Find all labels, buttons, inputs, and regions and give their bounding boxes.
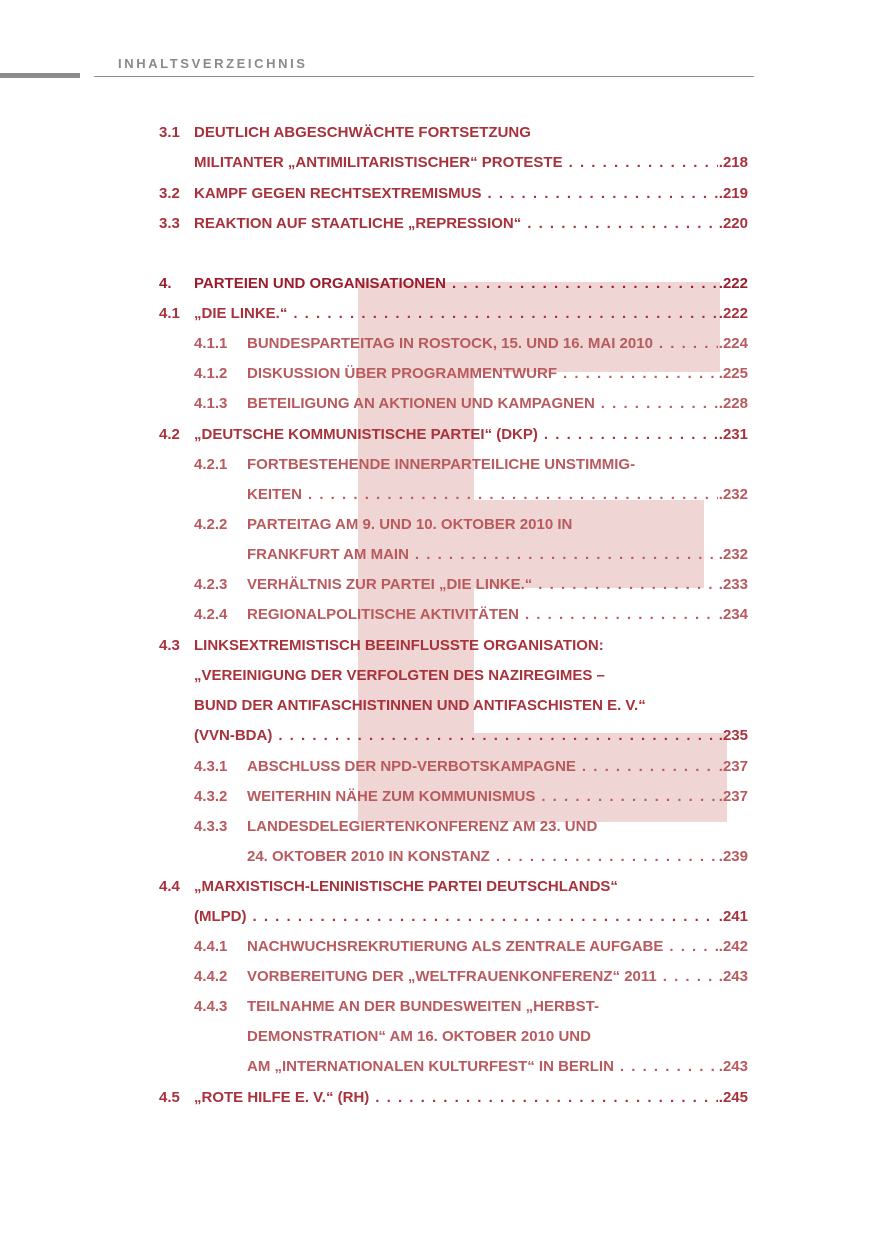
toc-title: „ROTE HILFE E. V.“ (RH) [194, 1089, 370, 1106]
toc-entry-4-3-1[interactable] [0, 757, 875, 777]
toc-title: MILITANTER „ANTIMILITARISTISCHER“ PROTESTE [194, 154, 563, 171]
toc-page-number: .239 [718, 848, 748, 865]
toc-entry-4-3[interactable] [0, 636, 875, 656]
toc-page-number: .242 [718, 938, 748, 955]
toc-entry-4-1-3[interactable] [0, 394, 875, 414]
toc-number: 4.4.3 [194, 998, 228, 1015]
toc-page-number: .219 [718, 185, 748, 202]
toc-title: PARTEITAG AM 9. UND 10. OKTOBER 2010 IN [247, 516, 573, 533]
leader-dots [527, 214, 718, 234]
toc-entry-4-3-3-cont[interactable] [0, 847, 875, 867]
toc-entry-4-2-1-cont[interactable] [0, 485, 875, 505]
leader-dots [525, 605, 718, 625]
toc-entry-4-3-3[interactable] [0, 817, 875, 837]
leader-dots [620, 1057, 718, 1077]
toc-entry-4-1-1[interactable] [0, 334, 875, 354]
toc-entry-4-2-2-cont[interactable] [0, 545, 875, 565]
toc-page-number: .232 [718, 546, 748, 563]
toc-number: 4.1.2 [194, 365, 228, 382]
toc-number: 4.3.1 [194, 758, 228, 775]
toc-number: 3.3 [159, 215, 180, 232]
leader-dots [582, 757, 718, 777]
leader-dots [538, 575, 718, 595]
toc-number: 4.3.2 [194, 788, 228, 805]
toc-number: 4.4 [159, 878, 180, 895]
toc-number: 4.4.1 [194, 938, 228, 955]
toc-title: DEMONSTRATION“ AM 16. OKTOBER 2010 UND [247, 1028, 591, 1045]
toc-number: 3.2 [159, 185, 180, 202]
toc-page-number: .222 [718, 305, 748, 322]
toc-title: FORTBESTEHENDE INNERPARTEILICHE UNSTIMMIG- [247, 456, 636, 473]
toc-entry-4-3-cont-2[interactable] [0, 696, 875, 716]
toc-title: BUNDESPARTEITAG IN ROSTOCK, 15. UND 16. MAI 2010 [247, 335, 653, 352]
toc-number: 4. [159, 275, 172, 292]
toc-page-number: .235 [718, 727, 748, 744]
toc-page-number: .237 [718, 788, 748, 805]
toc-title: „DIE LINKE.“ [194, 305, 288, 322]
toc-title: AM „INTERNATIONALEN KULTURFEST“ IN BERLIN [247, 1058, 614, 1075]
toc-entry-4-4-3-cont-2[interactable] [0, 1057, 875, 1077]
leader-dots [415, 545, 718, 565]
toc-page-number: .243 [718, 1058, 748, 1075]
toc-number: 4.5 [159, 1089, 180, 1106]
toc-title: REGIONALPOLITISCHE AKTIVITÄTEN [247, 606, 519, 623]
toc-page-number: .237 [718, 758, 748, 775]
toc-number: 4.1.3 [194, 395, 228, 412]
toc-entry-4-4-3[interactable] [0, 997, 875, 1017]
toc-number: 4.1 [159, 305, 180, 322]
toc-entry-3-2[interactable] [0, 184, 875, 204]
toc-title: DEUTLICH ABGESCHWÄCHTE FORTSETZUNG [194, 124, 531, 141]
toc-title: REAKTION AUF STAATLICHE „REPRESSION“ [194, 215, 522, 232]
toc-entry-4-1[interactable] [0, 304, 875, 324]
toc-title: BUND DER ANTIFASCHISTINNEN UND ANTIFASCHISTEN E. V.“ [194, 697, 646, 714]
toc-entry-4-2-2[interactable] [0, 515, 875, 535]
toc-title: NACHWUCHSREKRUTIERUNG ALS ZENTRALE AUFGABE [247, 938, 664, 955]
leader-dots [488, 184, 718, 204]
toc-title: WEITERHIN NÄHE ZUM KOMMUNISMUS [247, 788, 536, 805]
leader-dots [278, 726, 717, 746]
toc-page-number: .220 [718, 215, 748, 232]
toc-page-number: .224 [718, 335, 748, 352]
toc-title: PARTEIEN UND ORGANISATIONEN [194, 275, 446, 292]
toc-title: KEITEN [247, 486, 303, 503]
toc-page-number: .232 [718, 486, 748, 503]
toc-title: ABSCHLUSS DER NPD-VERBOTSKAMPAGNE [247, 758, 576, 775]
toc-title: „DEUTSCHE KOMMUNISTISCHE PARTEI“ (DKP) [194, 426, 538, 443]
toc-number: 4.2.3 [194, 576, 228, 593]
toc-page-number: .228 [718, 395, 748, 412]
toc-entry-3-1-cont[interactable] [0, 153, 875, 173]
toc-number: 4.3.3 [194, 818, 228, 835]
toc-title: FRANKFURT AM MAIN [247, 546, 409, 563]
toc-number: 4.2.4 [194, 606, 228, 623]
toc-page-number: .234 [718, 606, 748, 623]
toc-number: 4.4.2 [194, 968, 228, 985]
toc-entry-4-5[interactable] [0, 1088, 875, 1108]
leader-dots [659, 334, 718, 354]
toc-page-number: .243 [718, 968, 748, 985]
toc-page-number: .218 [718, 154, 748, 171]
toc-number: 4.2.1 [194, 456, 228, 473]
toc-number: 4.1.1 [194, 335, 228, 352]
leader-dots [293, 304, 717, 324]
toc-entry-4[interactable] [0, 274, 875, 294]
leader-dots [569, 153, 718, 173]
toc-title: „VEREINIGUNG DER VERFOLGTEN DES NAZIREGIMES – [194, 667, 605, 684]
toc-title: 24. OKTOBER 2010 IN KONSTANZ [247, 848, 490, 865]
toc-entry-4-4-cont[interactable] [0, 907, 875, 927]
leader-dots [452, 274, 718, 294]
toc-page-number: .233 [718, 576, 748, 593]
toc-entry-4-4[interactable] [0, 877, 875, 897]
toc-page-number: .231 [718, 426, 748, 443]
toc-title: VERHÄLTNIS ZUR PARTEI „DIE LINKE.“ [247, 576, 533, 593]
toc-title: „MARXISTISCH-LENINISTISCHE PARTEI DEUTSCHLANDS“ [194, 878, 618, 895]
leader-dots [601, 394, 718, 414]
toc-page-number: .222 [718, 275, 748, 292]
leader-dots [541, 787, 717, 807]
toc-number: 4.3 [159, 637, 180, 654]
toc-entry-3-1[interactable] [0, 123, 875, 143]
toc-entry-3-3[interactable] [0, 214, 875, 234]
toc-entry-4-2[interactable] [0, 425, 875, 445]
toc-title: LANDESDELEGIERTENKONFERENZ AM 23. UND [247, 818, 598, 835]
toc-entry-4-2-3[interactable] [0, 575, 875, 595]
toc-page-number: .245 [718, 1089, 748, 1106]
leader-dots [669, 937, 717, 957]
leader-dots [375, 1088, 718, 1108]
toc-number: 4.2 [159, 426, 180, 443]
toc-entry-4-3-2[interactable] [0, 787, 875, 807]
toc-title: BETEILIGUNG AN AKTIONEN UND KAMPAGNEN [247, 395, 595, 412]
leader-dots [308, 485, 718, 505]
toc-entry-4-4-1[interactable] [0, 937, 875, 957]
toc-number: 3.1 [159, 124, 180, 141]
toc-entry-4-3-cont-1[interactable] [0, 666, 875, 686]
page-header-title: INHALTSVERZEICHNIS [118, 56, 308, 71]
toc-entry-4-3-cont-3[interactable] [0, 726, 875, 746]
toc-entry-4-1-2[interactable] [0, 364, 875, 384]
leader-dots [563, 364, 718, 384]
toc-title: TEILNAHME AN DER BUNDESWEITEN „HERBST- [247, 998, 599, 1015]
toc-title: (MLPD) [194, 908, 247, 925]
toc-title: KAMPF GEGEN RECHTSEXTREMISMUS [194, 185, 482, 202]
toc-page-number: .241 [718, 908, 748, 925]
toc-title: VORBEREITUNG DER „WELTFRAUENKONFERENZ“ 2011 [247, 968, 657, 985]
leader-dots [544, 425, 718, 445]
toc-number: 4.2.2 [194, 516, 228, 533]
toc-title: LINKSEXTREMISTISCH BEEINFLUSSTE ORGANISATION: [194, 637, 604, 654]
toc-title: DISKUSSION ÜBER PROGRAMMENTWURF [247, 365, 557, 382]
toc-page-number: .225 [718, 365, 748, 382]
toc-entry-4-4-2[interactable] [0, 967, 875, 987]
leader-dots [253, 907, 718, 927]
leader-dots [663, 967, 718, 987]
toc-entry-4-4-3-cont-1[interactable] [0, 1027, 875, 1047]
leader-dots [496, 847, 718, 867]
toc-entry-4-2-4[interactable] [0, 605, 875, 625]
toc-title: (VVN-BDA) [194, 727, 273, 744]
toc-entry-4-2-1[interactable] [0, 455, 875, 475]
